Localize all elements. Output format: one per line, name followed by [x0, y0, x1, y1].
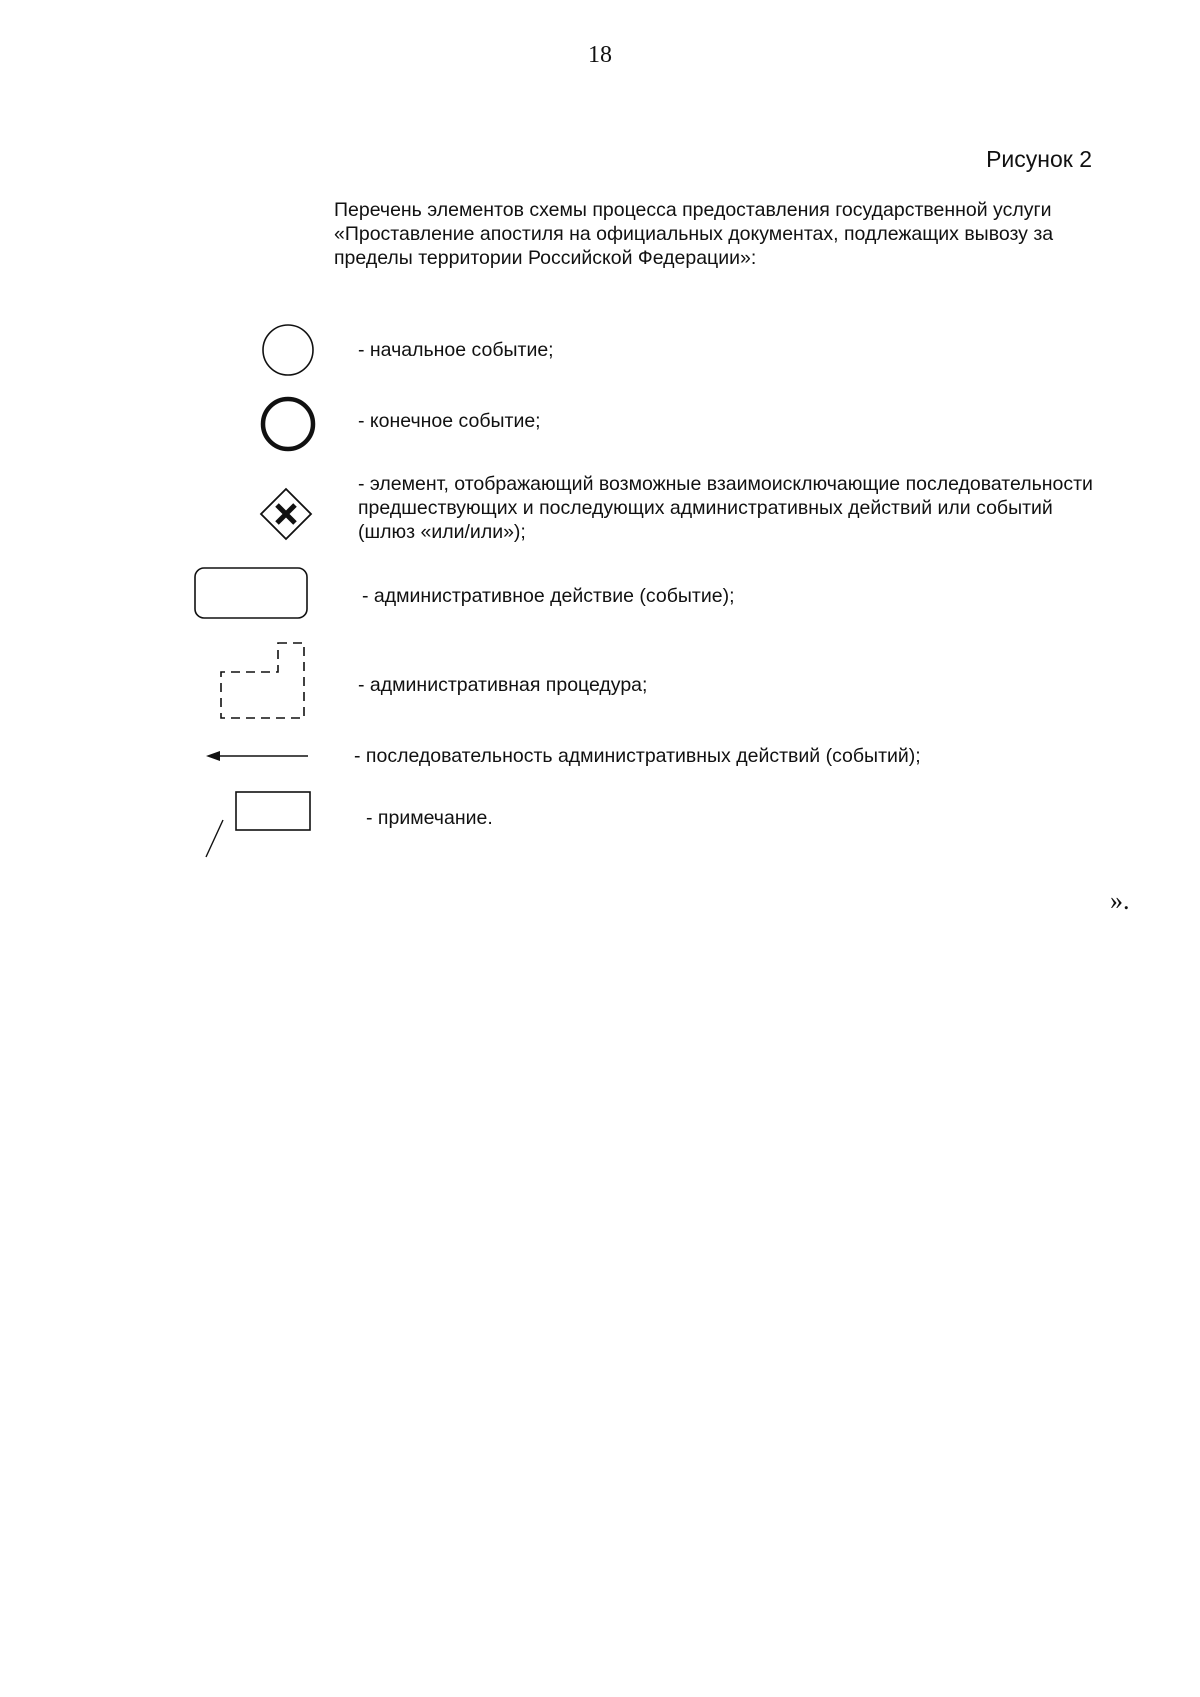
procedure-icon — [216, 640, 310, 722]
intro-text — [334, 198, 1134, 270]
legend-procedure: - административная процедура; — [358, 674, 648, 696]
legend-gateway-line: предшествующих и последующих административных действий или событий — [358, 497, 1053, 519]
note-icon — [200, 790, 316, 860]
intro-line: «Проставление апостиля на официальных документах, подлежащих вывозу за — [334, 223, 1054, 245]
sequence-arrow-icon — [204, 746, 312, 766]
end-event-icon — [258, 394, 318, 454]
page-number: 18 — [588, 42, 612, 68]
legend-note: - примечание. — [366, 807, 493, 829]
legend-sequence: - последовательность административных действий (событий); — [354, 745, 921, 767]
legend-action: - административное действие (событие); — [362, 585, 735, 607]
action-icon — [193, 566, 311, 622]
figure-label: Рисунок 2 — [986, 146, 1092, 172]
legend-gateway-line: - элемент, отображающий возможные взаимоисключающие последовательности — [358, 473, 1093, 495]
legend-end-event: - конечное событие; — [358, 410, 541, 432]
legend-gateway — [358, 472, 1093, 544]
gateway-icon — [258, 486, 314, 542]
legend-gateway-line: (шлюз «или/или»); — [358, 521, 526, 543]
start-event-icon — [260, 322, 316, 378]
intro-line: Перечень элементов схемы процесса предоставления государственной услуги — [334, 199, 1052, 221]
intro-line: пределы территории Российской Федерации»: — [334, 247, 757, 269]
legend-start-event: - начальное событие; — [358, 339, 554, 361]
closing-quote-mark: ». — [1110, 886, 1130, 915]
